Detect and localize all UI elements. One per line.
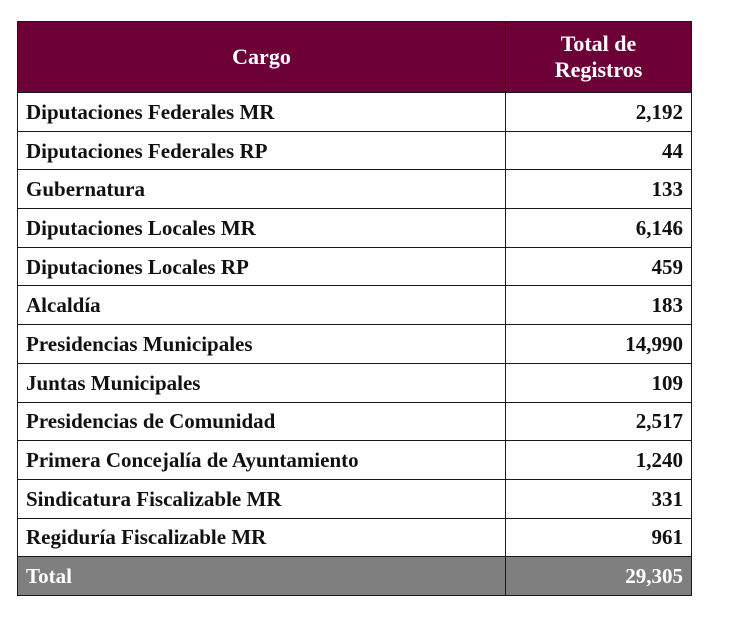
total-cell: 133 bbox=[506, 170, 692, 209]
table-row bbox=[18, 479, 692, 518]
total-cell: 961 bbox=[506, 518, 692, 557]
cargo-cell: Presidencias Municipales bbox=[18, 325, 506, 364]
total-cell: 459 bbox=[506, 247, 692, 286]
header-row bbox=[18, 22, 692, 93]
table-row bbox=[18, 441, 692, 480]
total-cell: 6,146 bbox=[506, 209, 692, 248]
cargo-cell: Gubernatura bbox=[18, 170, 506, 209]
table-row bbox=[18, 209, 692, 248]
cargo-cell: Juntas Municipales bbox=[18, 363, 506, 402]
cargo-cell: Diputaciones Locales RP bbox=[18, 247, 506, 286]
cargo-cell: Diputaciones Federales RP bbox=[18, 131, 506, 170]
table-row bbox=[18, 402, 692, 441]
header-total-line1: Total de bbox=[560, 31, 637, 56]
total-cell: 14,990 bbox=[506, 325, 692, 364]
total-label: Total bbox=[18, 557, 506, 596]
total-cell: 2,517 bbox=[506, 402, 692, 441]
table-row bbox=[18, 93, 692, 132]
total-row bbox=[18, 557, 692, 596]
total-cell: 1,240 bbox=[506, 441, 692, 480]
cargo-cell: Primera Concejalía de Ayuntamiento bbox=[18, 441, 506, 480]
cargo-cell: Presidencias de Comunidad bbox=[18, 402, 506, 441]
table-row bbox=[18, 247, 692, 286]
table-row bbox=[18, 325, 692, 364]
total-cell: 331 bbox=[506, 479, 692, 518]
total-cell: 44 bbox=[506, 131, 692, 170]
cargo-cell: Sindicatura Fiscalizable MR bbox=[18, 479, 506, 518]
cargo-cell: Alcaldía bbox=[18, 286, 506, 325]
total-cell: 109 bbox=[506, 363, 692, 402]
registry-table bbox=[17, 21, 692, 596]
cargo-cell: Regiduría Fiscalizable MR bbox=[18, 518, 506, 557]
header-total bbox=[506, 22, 692, 93]
grand-total-value: 29,305 bbox=[506, 557, 692, 596]
table-row bbox=[18, 170, 692, 209]
cargo-cell: Diputaciones Locales MR bbox=[18, 209, 506, 248]
table-row bbox=[18, 131, 692, 170]
total-cell: 2,192 bbox=[506, 93, 692, 132]
cargo-cell: Diputaciones Federales MR bbox=[18, 93, 506, 132]
table-row bbox=[18, 286, 692, 325]
header-total-line2: Registros bbox=[554, 57, 643, 82]
table-row bbox=[18, 363, 692, 402]
header-cargo: Cargo bbox=[18, 22, 506, 93]
table-row bbox=[18, 518, 692, 557]
total-cell: 183 bbox=[506, 286, 692, 325]
